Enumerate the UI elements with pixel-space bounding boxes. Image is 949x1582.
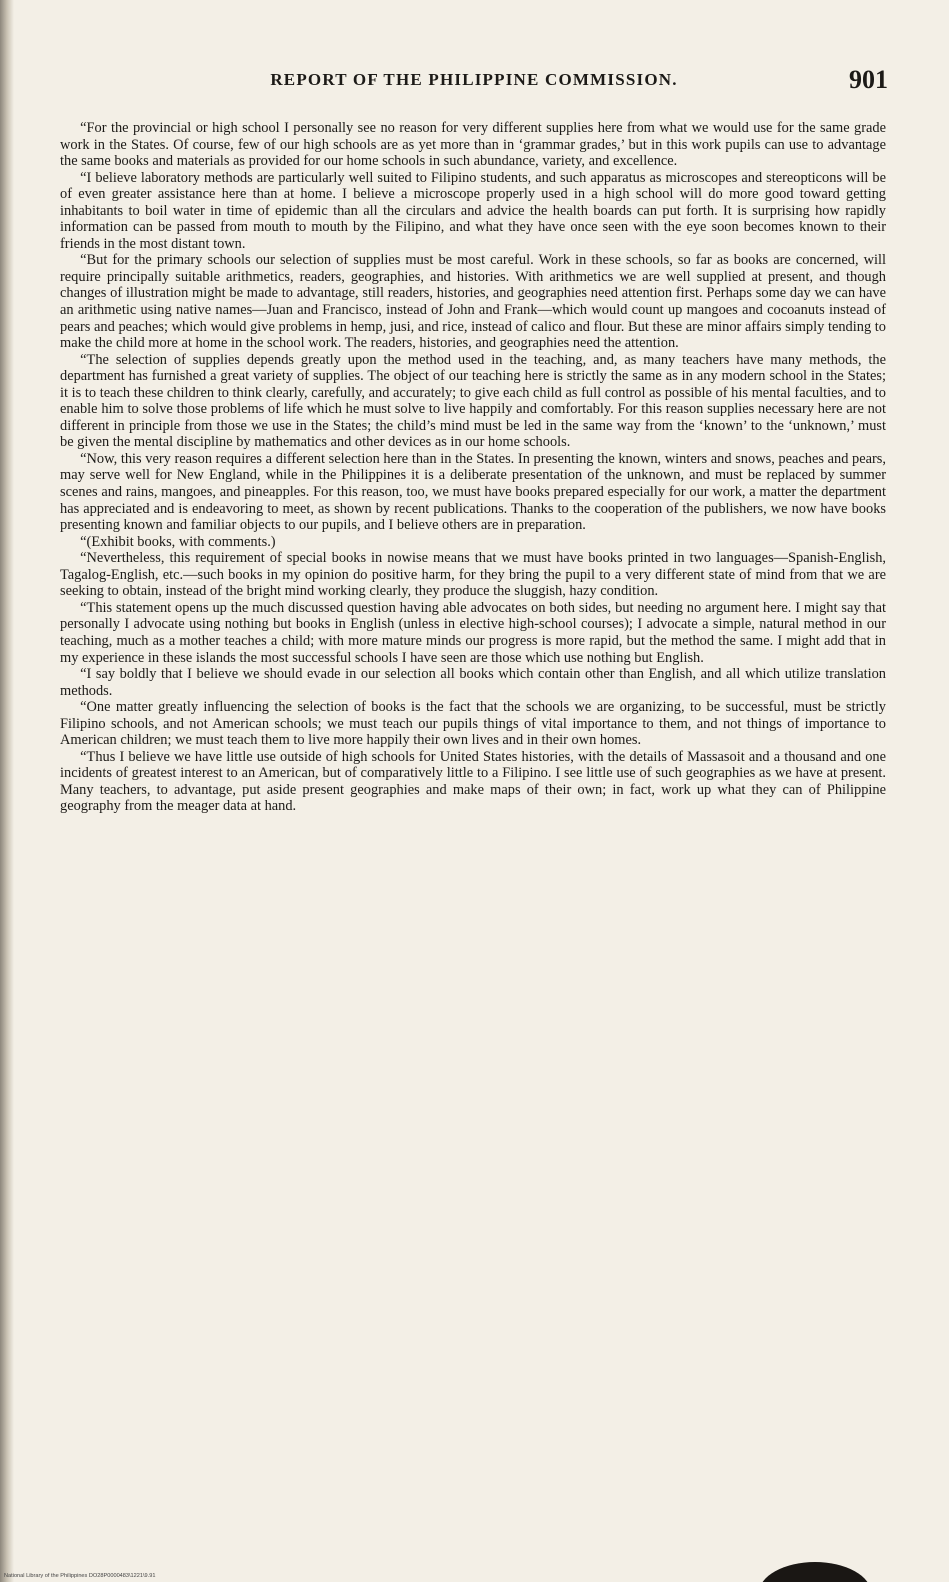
paragraph: “The selection of supplies depends greatly upon the method used in the teaching, and, as many teachers have many methods, the department has furnished a great variety of supplies. The object of our teaching here is strictly the same as in any modern school in the States; it is to teach these children to think clearly, carefully, and accurately; to give each child as full control as possible of his mental faculties, and to enable him to solve those problems of life which he must solve to live happily and comfortably. For this reason supplies necessary here are not different in principle from those we use in the States; the child’s mind must be led in the same way from the ‘known’ to the ‘unknown,’ must be given the mental discipline by mathematics and other devices as in our home schools.: [60, 351, 886, 451]
paragraph: “One matter greatly influencing the selection of books is the fact that the schools we are organizing, to be successful, must be strictly Filipino schools, and not American schools; we must teach our pupils things of vital importance to them, and not things of importance to American children; we must teach them to live more happily their own lives and in their own homes.: [60, 699, 886, 749]
page-number: 901: [849, 65, 888, 94]
binding-shadow: [0, 0, 14, 1582]
scan-source-note: National Library of the Philippines DO28P0000483\1221\9.91: [4, 1573, 156, 1579]
page-header: [60, 66, 888, 100]
body-text: [60, 120, 886, 815]
paragraph: “Now, this very reason requires a different selection here than in the States. In presenting the known, winters and snows, peaches and pears, may serve well for New England, while in the Philippines it is a deliberate presentation of the unknown, and must be replaced by summer scenes and rains, mangoes, and pineapples. For this reason, too, we must have books prepared especially for our work, a matter the department has appreciated and is endeavoring to meet, as shown by recent publications. Thanks to the cooperation of the publishers, we now have books presenting known and familiar objects to our pupils, and I believe others are in preparation.: [60, 450, 886, 534]
running-head: REPORT OF THE PHILIPPINE COMMISSION.: [270, 70, 678, 89]
paragraph: “Thus I believe we have little use outside of high schools for United States histories, with the details of Massasoit and a thousand and one incidents of greatest interest to an American, but of comparatively little to a Filipino. I see little use of such geographies as we have at present. Many teachers, to advantage, put aside present geographies and make maps of their own; in fact, work up what they can of Philippine geography from the meager data at hand.: [60, 748, 886, 815]
paragraph: “I say boldly that I believe we should evade in our selection all books which contain other than English, and all which utilize translation methods.: [60, 666, 886, 699]
paragraph: “(Exhibit books, with comments.): [80, 533, 276, 550]
scan-thumb-shadow: [759, 1562, 871, 1582]
paragraph: “I believe laboratory methods are particularly well suited to Filipino students, and such apparatus as microscopes and stereopticons will be of even greater assistance here than at home. I believe a microscope properly used in a high school will do more good toward getting inhabitants to boil water in time of epidemic than all the circulars and advice the health boards can put forth. It is surprising how rapidly information can be passed from mouth to mouth by the Filipino, and what they have once seen with the eye soon becomes known to their friends in the most distant town.: [60, 169, 886, 252]
paragraph: “But for the primary schools our selection of supplies must be most careful. Work in these schools, so far as books are concerned, will require principally suitable arithmetics, readers, geographies, and histories. With arithmetics we are well supplied at present, and though changes of illustration might be made to advantage, still readers, histories, and geographies need attention first. Perhaps some day we can have an arithmetic using native names—Juan and Francisco, instead of John and Frank—which would count up mangoes and cocoanuts instead of pears and peaches; which would give problems in hemp, jusi, and rice, instead of calico and flour. But these are minor affairs simply tending to make the child more at home in the school work. The readers, histories, and geographies need the attention.: [60, 252, 886, 352]
paragraph: “For the provincial or high school I personally see no reason for very different supplies here from what we would use for the same grade work in the States. Of course, few of our high schools are as yet more than in ‘grammar grades,’ but in this work pupils can use to advantage the same books and materials as provided for our home schools in such abundance, variety, and excellence.: [60, 120, 886, 170]
paragraph: “This statement opens up the much discussed question having able advocates on both sides, but needing no argument here. I might say that personally I advocate using nothing but books in English (unless in elective high-school courses); I advocate a simple, natural method in our teaching, much as a mother teaches a child; with more mature minds our progress is more rapid, but the method the same. I might add that in my experience in these islands the most successful schools I have seen are those which use nothing but English.: [60, 599, 886, 666]
paragraph: “Nevertheless, this requirement of special books in nowise means that we must have books printed in two languages—Spanish-English, Tagalog-English, etc.—such books in my opinion do positive harm, for they bring the pupil to a very different state of mind from that we are seeking to obtain, instead of the bright mind working clearly, they produce the sluggish, hazy condition.: [60, 550, 886, 600]
